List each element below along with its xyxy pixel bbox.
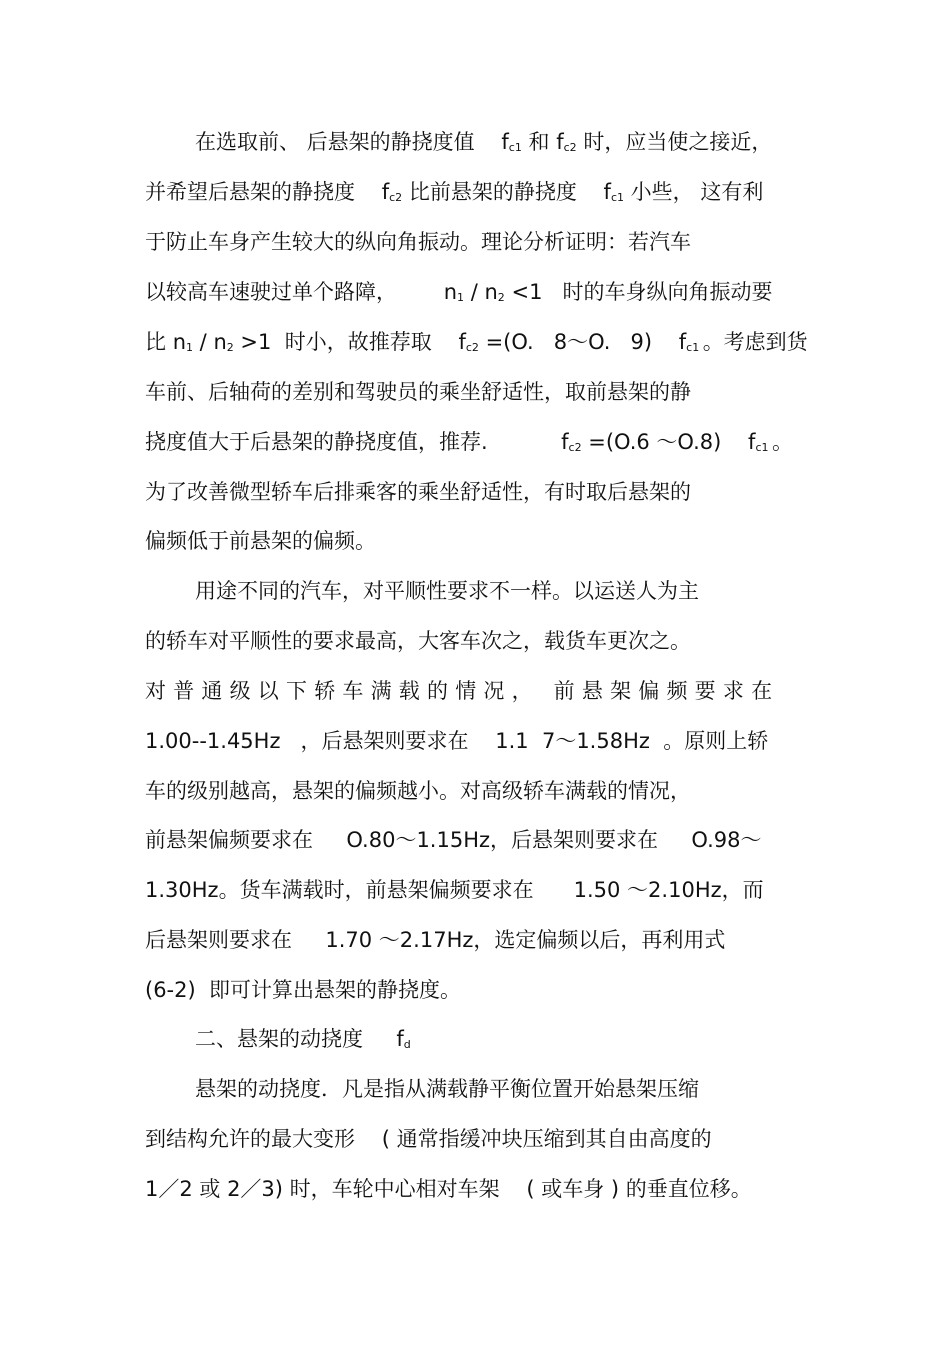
paragraph-line: 后悬架则要求在 1.70 ～2.17Hz，选定偏频以后，再利用式	[145, 928, 726, 952]
paragraph-line: (6-2) 即可计算出悬架的静挠度。	[145, 978, 462, 1002]
paragraph-line: 偏频低于前悬架的偏频。	[145, 529, 376, 553]
paragraph-line: 以较高车速驶过单个路障， n1 / n2 <1 时的车身纵向角振动要	[145, 280, 773, 304]
paragraph-line: 对普通级以下轿车满载的情况， 前悬架偏频要求在	[145, 679, 780, 703]
paragraph-line: 用途不同的汽车，对平顺性要求不一样。以运送人为主	[195, 579, 699, 603]
paragraph-line: 在选取前、 后悬架的静挠度值 fc1 和 fc2 时，应当使之接近，	[195, 130, 773, 154]
paragraph-line: 悬架的动挠度．凡是指从满载静平衡位置开始悬架压缩	[195, 1077, 699, 1101]
paragraph-line: 车的级别越高，悬架的偏频越小。对高级轿车满载的情况，	[145, 779, 691, 803]
paragraph-line: 于防止车身产生较大的纵向角振动。理论分析证明：若汽车	[145, 230, 691, 254]
paragraph-line: 的轿车对平顺性的要求最高，大客车次之，载货车更次之。	[145, 629, 691, 653]
paragraph-line: 车前、后轴荷的差别和驾驶员的乘坐舒适性，取前悬架的静	[145, 380, 691, 404]
section-heading: 二、悬架的动挠度 fd	[195, 1027, 411, 1051]
paragraph-line: 前悬架偏频要求在 O.80～1.15Hz，后悬架则要求在 O.98～	[145, 828, 762, 852]
paragraph-line: 到结构允许的最大变形 ( 通常指缓冲块压缩到其自由高度的	[145, 1127, 712, 1151]
paragraph-line: 比 n1 / n2 >1 时小，故推荐取 fc2 =(O. 8～O. 9) fc1 。考虑到货	[145, 330, 808, 354]
paragraph-line: 1.30Hz。货车满载时，前悬架偏频要求在 1.50 ～2.10Hz，而	[145, 878, 764, 902]
paragraph-line: 1／2 或 2／3) 时，车轮中心相对车架 ( 或车身 ) 的垂直位移。	[145, 1177, 752, 1201]
paragraph-line: 挠度值大于后悬架的静挠度值，推荐. fc2 =(O.6 ～O.8) fc1 。	[145, 430, 793, 454]
paragraph-line: 1.00--1.45Hz ，后悬架则要求在 1.1 7～1.58Hz 。原则上轿	[145, 729, 769, 753]
paragraph-line: 为了改善微型轿车后排乘客的乘坐舒适性，有时取后悬架的	[145, 480, 691, 504]
paragraph-line: 并希望后悬架的静挠度 fc2 比前悬架的静挠度 fc1 小些， 这有利	[145, 180, 764, 204]
